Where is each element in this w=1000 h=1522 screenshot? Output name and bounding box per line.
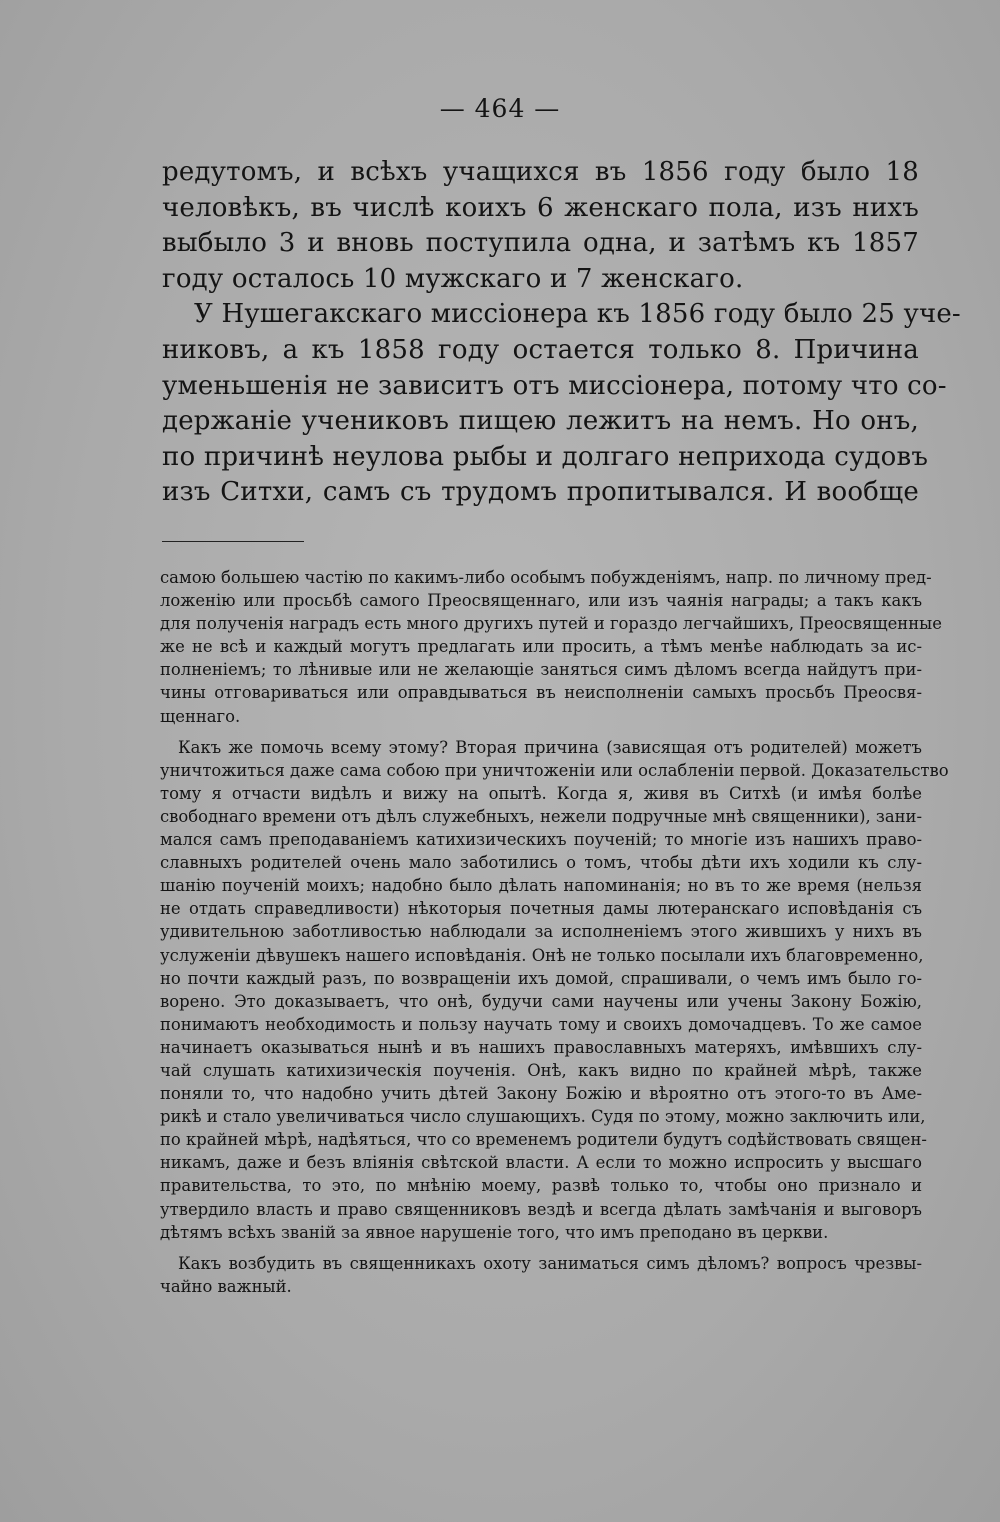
footnote-line: рикѣ и стало увеличиваться число слушающихъ. Судя по этому, можно заключить или, <box>160 1107 926 1127</box>
footnote-line: мался самъ преподаваніемъ катихизическихъ поученій; то многіе изъ нашихъ право- <box>160 830 922 850</box>
footnote-line: дѣтямъ всѣхъ званій за явное нарушеніе того, что имъ преподано въ церкви. <box>160 1222 829 1242</box>
footnote-line: ворено. Это доказываетъ, что онѣ, будучи сами научены или учены Закону Божію, <box>160 991 922 1011</box>
footnote-text <box>160 566 949 1298</box>
footnote-line: славныхъ родителей очень мало заботились о томъ, чтобы дѣти ихъ ходили къ слу- <box>160 853 922 873</box>
text-line: человѣкъ, въ числѣ коихъ 6 женскаго пола, изъ нихъ <box>162 192 919 223</box>
footnote-paragraph-1 <box>160 566 942 728</box>
footnote-line: щеннаго. <box>160 706 241 726</box>
footnote-line: услуженіи дѣвушекъ нашего исповѣданія. Онѣ не только посылали ихъ благовременно, <box>160 945 924 965</box>
footnote-line: удивительною заботливостью наблюдали за исполненіемъ этого жившихъ у нихъ въ <box>160 922 922 942</box>
main-paragraph-1 <box>162 155 919 297</box>
footnote-line: полненіемъ; то лѣнивые или не желающіе заняться симъ дѣломъ всегда найдутъ при- <box>160 660 922 680</box>
footnote-line: по крайней мѣрѣ, надѣяться, что со временемъ родители будутъ содѣйствовать священ- <box>160 1130 927 1150</box>
footnote-line: свободнаго времени отъ дѣлъ служебныхъ, нежели подручные мнѣ священники), зани- <box>160 806 922 826</box>
footnote-line: тому я отчасти видѣлъ и вижу на опытѣ. Когда я, живя въ Ситхѣ (и имѣя болѣе <box>160 783 922 803</box>
footnote-line: чай слушать катихизическія поученія. Онѣ, какъ видно по крайней мѣрѣ, также <box>160 1060 922 1080</box>
footnote-line: уничтожиться даже сама собою при уничтоженіи или ослабленіи первой. Доказательство <box>160 760 949 780</box>
footnote-paragraph-2 <box>160 736 949 1244</box>
footnote-line: утвердило власть и право священниковъ вездѣ и всегда дѣлать замѣчанія и выговоръ <box>160 1199 922 1219</box>
footnote-line: понимаютъ необходимость и пользу научать тому и своихъ домочадцевъ. То же самое <box>160 1014 922 1034</box>
main-paragraph-2 <box>162 297 961 511</box>
page-number: — 464 — <box>439 94 561 123</box>
text-line: держаніе учениковъ пищею лежитъ на немъ. Но онъ, <box>162 406 919 437</box>
footnote-line: шанію поученій моихъ; надобно было дѣлать напоминанія; но въ то же время (нельзя <box>160 876 922 896</box>
text-line: изъ Ситхи, самъ съ трудомъ пропитывался. И вообще <box>162 477 919 508</box>
text-line: уменьшенія не зависитъ отъ миссіонера, потому что со- <box>162 370 947 401</box>
footnote-line: же не всѣ и каждый могутъ предлагать или просить, а тѣмъ менѣе наблюдать за ис- <box>160 637 922 657</box>
main-text <box>162 155 961 511</box>
text-line: редутомъ, и всѣхъ учащихся въ 1856 году было 18 <box>162 157 919 187</box>
footnote-line: чины отговариваться или оправдываться въ неисполненіи самыхъ просьбъ Преосвя- <box>160 683 922 703</box>
footnote-line: самою большею частію по какимъ-либо особымъ побужденіямъ, напр. по личному пред- <box>160 568 932 587</box>
text-line: по причинѣ неулова рыбы и долгаго неприхода судовъ <box>162 441 929 472</box>
footnote-line: для полученія наградъ есть много другихъ путей и гораздо легчайшихъ, Преосвященные <box>160 614 942 634</box>
footnote-line: не отдать справедливости) нѣкоторыя почетныя дамы лютеранскаго исповѣданія съ <box>160 899 922 919</box>
text-line: У Нушегакскаго миссіонера къ 1856 году было 25 уче- <box>194 299 961 330</box>
footnote-line: но почти каждый разъ, по возвращеніи ихъ домой, спрашивали, о чемъ имъ было го- <box>160 968 922 988</box>
footnote-line: чайно важный. <box>160 1276 292 1296</box>
text-line: году осталось 10 мужскаго и 7 женскаго. <box>162 263 744 294</box>
footnote-line: никамъ, даже и безъ вліянія свѣтской власти. А если то можно испросить у высшаго <box>160 1153 922 1173</box>
footnote-line: начинаетъ оказываться нынѣ и въ нашихъ православныхъ матеряхъ, имѣвшихъ слу- <box>160 1037 922 1057</box>
footnote-line: Какъ же помочь всему этому? Вторая причина (зависящая отъ родителей) можетъ <box>178 737 922 757</box>
footnote-paragraph-3 <box>160 1252 922 1298</box>
footnote-line: ложенію или просьбѣ самого Преосвященнаго, или изъ чаянія награды; а такъ какъ <box>160 591 922 611</box>
text-line: никовъ, а къ 1858 году остается только 8. Причина <box>162 334 919 365</box>
text-line: выбыло 3 и вновь поступила одна, и затѣмъ къ 1857 <box>162 228 919 259</box>
footnote-line: поняли то, что надобно учить дѣтей Закону Божію и вѣроятно отъ этого-то въ Аме- <box>160 1084 922 1104</box>
footnote-line: Какъ возбудить въ священникахъ охоту заниматься симъ дѣломъ? вопросъ чрезвы- <box>178 1253 922 1273</box>
footnote-divider <box>162 541 304 542</box>
footnote-line: правительства, то это, по мнѣнію моему, развѣ только то, чтобы оно признало и <box>160 1176 922 1196</box>
